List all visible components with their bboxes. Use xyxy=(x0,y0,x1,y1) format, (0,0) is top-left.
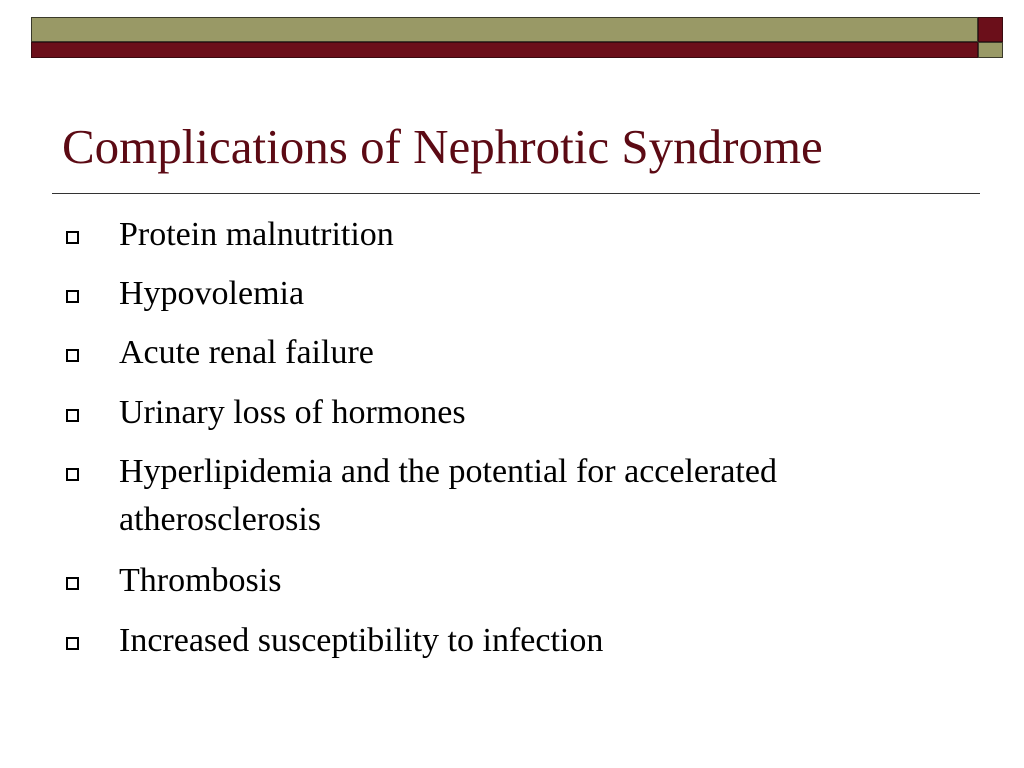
hollow-square-icon xyxy=(66,409,79,422)
bullet-text: Protein malnutrition xyxy=(119,216,394,253)
hollow-square-icon xyxy=(66,231,79,244)
header-banner-maroon-bar xyxy=(31,42,978,58)
hollow-square-icon xyxy=(66,290,79,303)
header-banner-olive-bar xyxy=(31,17,978,42)
header-corner-maroon-square xyxy=(978,17,1003,42)
slide-title: Complications of Nephrotic Syndrome xyxy=(62,119,823,174)
header-corner-olive-square xyxy=(978,42,1003,58)
bullet-text: Thrombosis xyxy=(119,562,282,599)
hollow-square-icon xyxy=(66,349,79,362)
list-item xyxy=(62,617,942,665)
bullet-text: Urinary loss of hormones xyxy=(119,394,466,431)
list-item xyxy=(62,448,782,544)
title-divider xyxy=(52,193,980,194)
bullet-text: Increased susceptibility to infection xyxy=(119,622,604,659)
bullet-text: Acute renal failure xyxy=(119,334,374,371)
list-item xyxy=(62,211,942,259)
hollow-square-icon xyxy=(66,468,79,481)
list-item xyxy=(62,389,942,437)
hollow-square-icon xyxy=(66,637,79,650)
hollow-square-icon xyxy=(66,577,79,590)
bullet-text: Hyperlipidemia and the potential for accelerated atherosclerosis xyxy=(119,453,777,538)
list-item xyxy=(62,329,942,377)
bullet-text: Hypovolemia xyxy=(119,275,305,312)
list-item xyxy=(62,270,942,318)
list-item xyxy=(62,557,942,605)
